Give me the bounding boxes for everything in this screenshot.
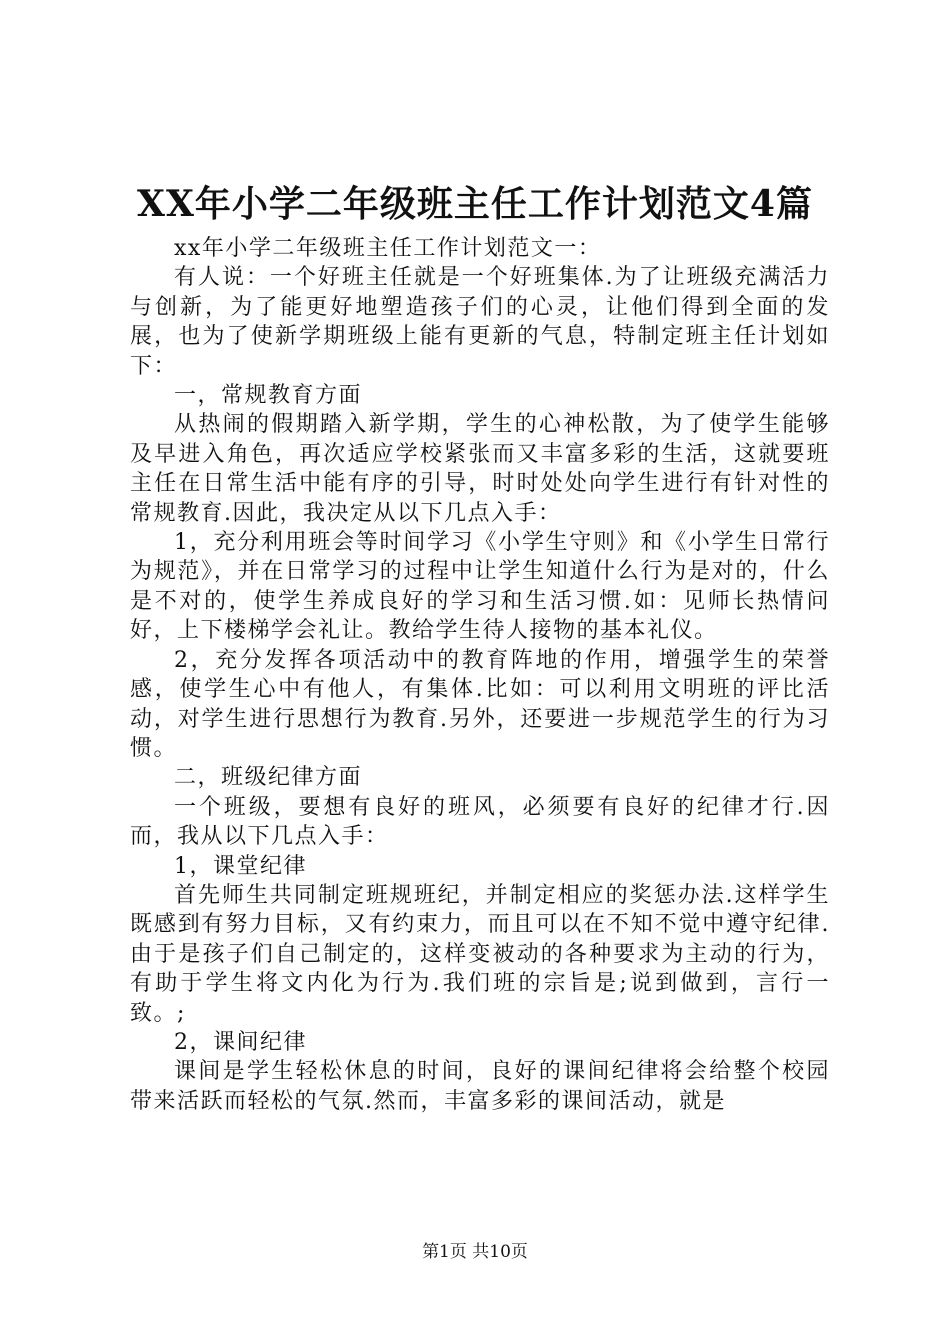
list-item: 1，充分利用班会等时间学习《小学生守则》和《小学生日常行为规范》，并在日常学习的过程中让学生知道什么行为是对的，什么是不对的，使学生养成良好的学习和生活习惯.如：见师长热情问好，上下楼梯学会礼让。教给学生待人接物的基本礼仪。 bbox=[130, 530, 830, 644]
paragraph: xx年小学二年级班主任工作计划范文一： bbox=[174, 236, 602, 261]
list-item: 2，充分发挥各项活动中的教育阵地的作用，增强学生的荣誉感，使学生心中有他人，有集体.比如：可以利用文明班的评比活动，对学生进行思想行为教育.另外，还要进一步规范学生的行为习惯。 bbox=[130, 647, 830, 761]
section-heading: 一，常规教育方面 bbox=[174, 383, 363, 409]
page-footer: 第1页 共10页 bbox=[422, 1242, 528, 1262]
section-heading: 二，班级纪律方面 bbox=[174, 765, 363, 791]
paragraph: 有人说：一个好班主任就是一个好班集体.为了让班级充满活力与创新，为了能更好地塑造孩子们的心灵，让他们得到全面的发展，也为了使新学期班级上能有更新的气息，特制定班主任计划如下： bbox=[130, 265, 830, 379]
sub-heading: 2，课间纪律 bbox=[174, 1029, 307, 1055]
document-title: XX年小学二年级班主任工作计划范文4篇 bbox=[137, 183, 813, 225]
paragraph: 一个班级，要想有良好的班风，必须要有良好的纪律才行.因而，我从以下几点入手： bbox=[130, 794, 830, 850]
paragraph: 课间是学生轻松休息的时间，良好的课间纪律将会给整个校园带来活跃而轻松的气氛.然而，丰富多彩的课间活动，就是 bbox=[130, 1059, 830, 1114]
paragraph: 首先师生共同制定班规班纪，并制定相应的奖惩办法.这样学生既感到有努力目标，又有约束力，而且可以在不知不觉中遵守纪律.由于是孩子们自己制定的，这样变被动的各种要求为主动的行为，有助于学生将文内化为行为.我们班的宗旨是;说到做到，言行一致。; bbox=[130, 882, 830, 1026]
document-body bbox=[130, 234, 830, 1116]
paragraph: 从热闹的假期踏入新学期，学生的心神松散，为了使学生能够及早进入角色，再次适应学校紧张而又丰富多彩的生活，这就要班主任在日常生活中能有序的引导，时时处处向学生进行有针对性的常规教育.因此，我决定从以下几点入手： bbox=[130, 412, 830, 526]
sub-heading: 1，课堂纪律 bbox=[174, 853, 307, 879]
